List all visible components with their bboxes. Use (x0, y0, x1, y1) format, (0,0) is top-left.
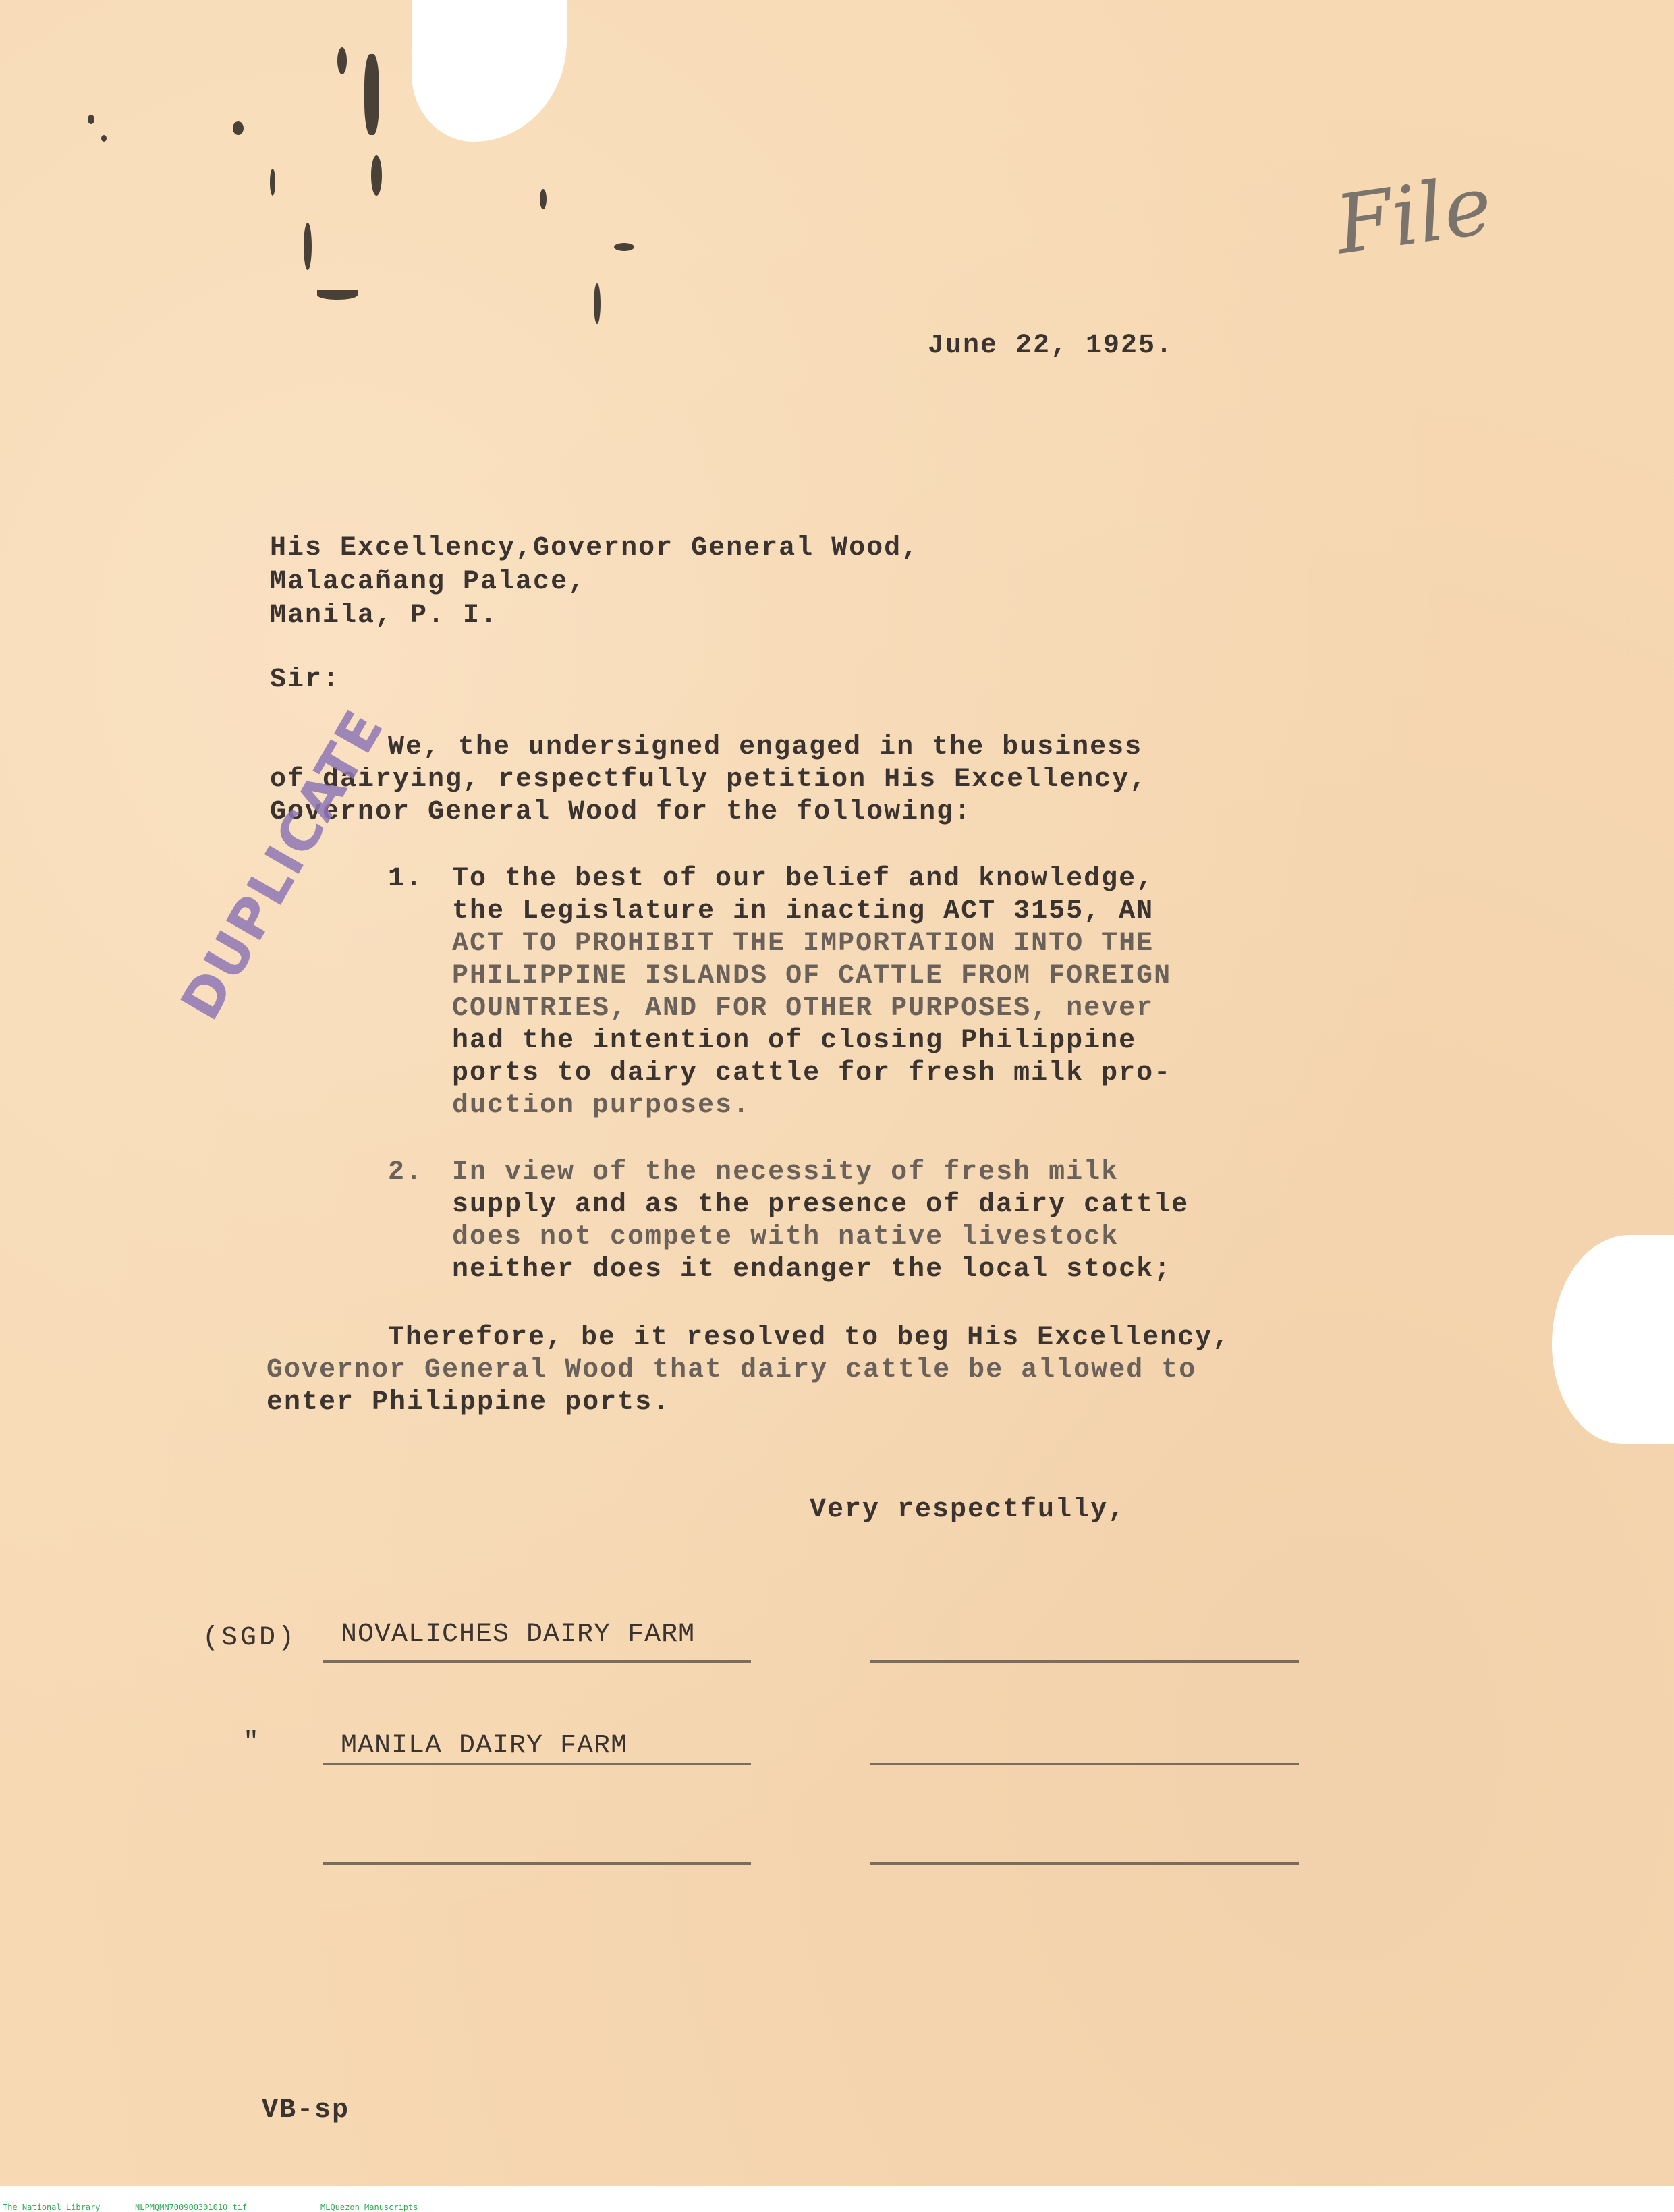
item-number: 1. (388, 864, 424, 894)
address-line: Manila, P. I. (270, 601, 499, 631)
ink-stain (88, 115, 94, 124)
item1-line: the Legislature in inacting ACT 3155, AN (452, 896, 1154, 927)
signature-line (323, 1660, 751, 1663)
intro-line: We, the undersigned engaged in the business (388, 732, 1143, 763)
ink-stain (614, 243, 634, 251)
ink-stain (304, 223, 312, 270)
signature-line (323, 1763, 751, 1765)
resolution-line: enter Philippine ports. (267, 1387, 671, 1418)
ink-stain (364, 54, 379, 135)
ink-stain (233, 121, 244, 135)
item1-line: had the intention of closing Philippine (452, 1026, 1137, 1056)
item-number: 2. (388, 1157, 424, 1188)
signature-line (323, 1862, 751, 1865)
closing: Very respectfully, (810, 1495, 1126, 1525)
ink-stain (337, 47, 347, 74)
address-line: Malacañang Palace, (270, 567, 586, 597)
salutation: Sir: (270, 665, 341, 695)
resolution-line: Therefore, be it resolved to beg His Excellency, (388, 1323, 1231, 1353)
item2-line: supply and as the presence of dairy cattle (452, 1190, 1190, 1220)
typist-initials: VB-sp (262, 2095, 350, 2126)
footer-collection: MLQuezon Manuscripts (320, 2203, 418, 2212)
item1-line: ACT TO PROHIBIT THE IMPORTATION INTO THE (452, 929, 1154, 959)
ink-stain (371, 155, 382, 196)
letter-date: June 22, 1925. (928, 331, 1174, 361)
item2-line: neither does it endanger the local stock; (452, 1254, 1172, 1285)
ink-stain (317, 290, 358, 300)
signature-line (870, 1862, 1299, 1865)
footer-library: The National Library (3, 2203, 101, 2212)
duplicate-stamp: DUPLICATE (169, 699, 396, 1030)
ink-stain (594, 283, 601, 324)
item2-line: In view of the necessity of fresh milk (452, 1157, 1119, 1188)
signatory-name: NOVALICHES DAIRY FARM (341, 1620, 696, 1650)
ink-stain (540, 189, 547, 209)
item1-line: duction purposes. (452, 1090, 751, 1121)
resolution-line: Governor General Wood that dairy cattle be allowed to (267, 1355, 1197, 1385)
ditto-mark: " (243, 1727, 261, 1758)
item1-line: COUNTRIES, AND FOR OTHER PURPOSES, never (452, 993, 1154, 1024)
item1-line: To the best of our belief and knowledge, (452, 864, 1154, 894)
torn-hole-right (1552, 1235, 1674, 1444)
sgd-label: (SGD) (202, 1623, 298, 1653)
torn-hole-top (412, 0, 567, 142)
handwritten-note: File (1330, 158, 1498, 273)
signatory-name: MANILA DAIRY FARM (341, 1731, 628, 1761)
footer-file: NLPMQMN700900301010 tif (135, 2203, 248, 2212)
item1-line: PHILIPPINE ISLANDS OF CATTLE FROM FOREIGN (452, 961, 1172, 991)
address-line: His Excellency,Governor General Wood, (270, 533, 920, 563)
ink-stain (270, 169, 275, 196)
item1-line: ports to dairy cattle for fresh milk pro- (452, 1058, 1172, 1088)
ink-stain (101, 135, 107, 142)
signature-line (870, 1660, 1299, 1663)
scan-footer (0, 2186, 1674, 2212)
item2-line: does not compete with native livestock (452, 1222, 1119, 1252)
intro-line: of dairying, respectfully petition His Excellency, (270, 765, 1148, 795)
intro-line: Governor General Wood for the following: (270, 797, 972, 827)
signature-line (870, 1763, 1299, 1765)
